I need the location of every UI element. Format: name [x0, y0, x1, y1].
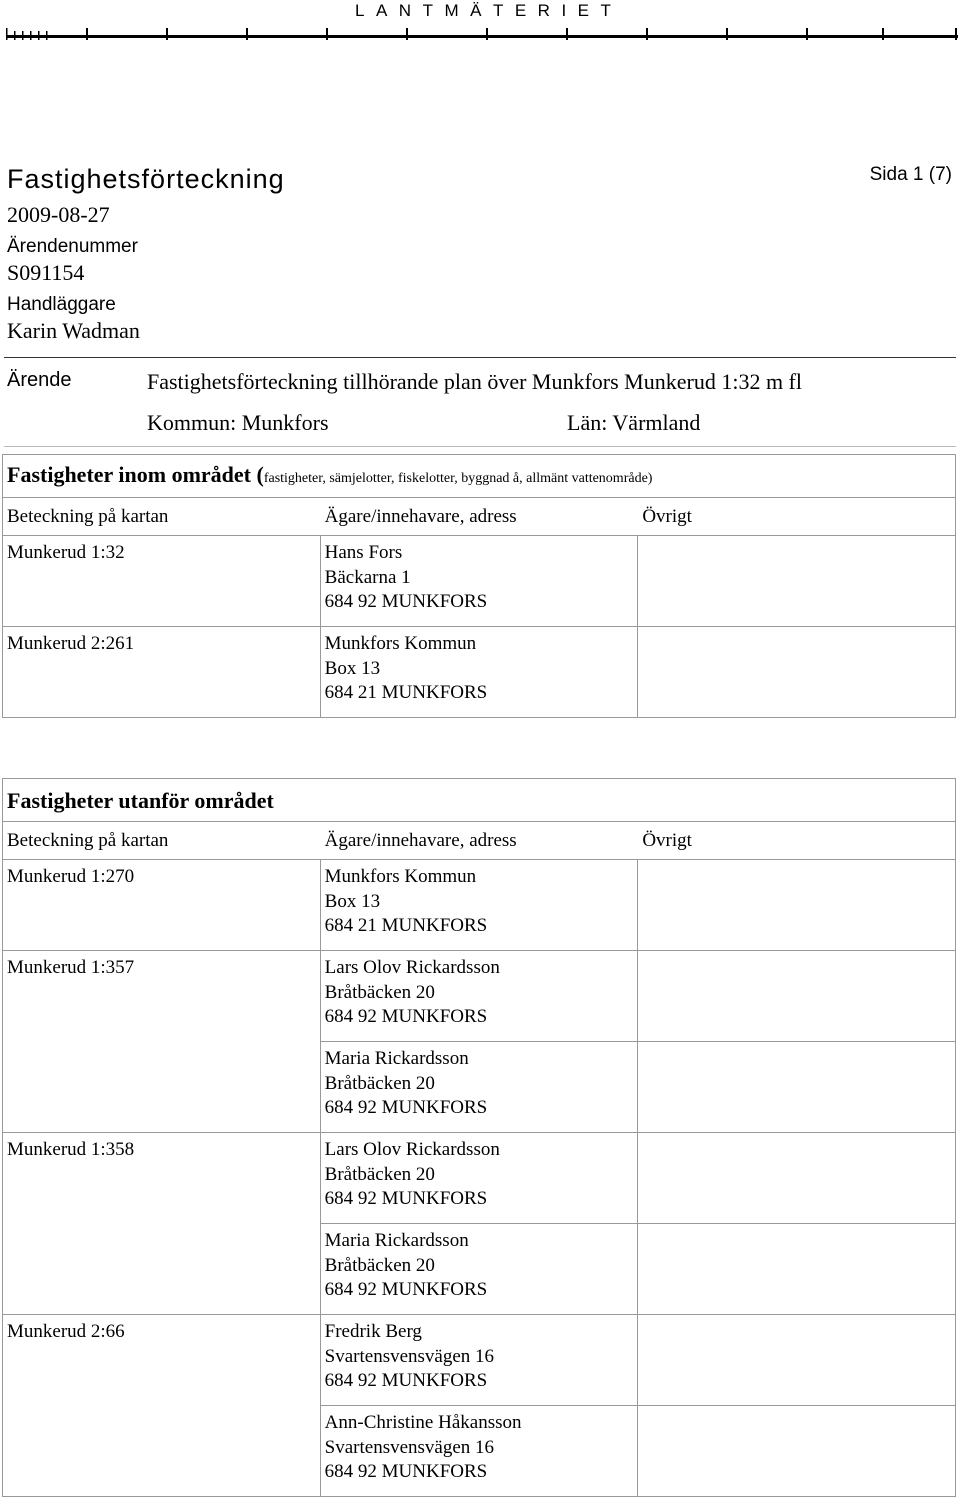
case-number-label: Ärendenummer	[7, 236, 138, 257]
header-ruler-graphic	[6, 26, 958, 42]
other-cell	[638, 627, 956, 718]
document-title: Fastighetsförteckning	[7, 164, 285, 194]
other-cell	[638, 1315, 956, 1406]
table-row	[3, 1315, 956, 1406]
section-title: Fastigheter inom området (fastigheter, sämjelotter, fiskelotter, byggnad å, allmänt vattenområde)	[3, 455, 956, 498]
county: Län: Värmland	[567, 410, 701, 435]
table-row	[3, 1406, 956, 1497]
owner-cell: Lars Olov Rickardsson Bråtbäcken 20 684 92 MUNKFORS	[320, 1133, 638, 1224]
section-title: Fastigheter utanför området	[3, 779, 956, 822]
other-cell	[638, 951, 956, 1042]
column-header-other: Övrigt	[638, 822, 956, 860]
brand-wordmark: LANTMÄTERIET	[355, 1, 623, 20]
designation	[3, 1224, 321, 1315]
divider	[4, 446, 956, 447]
owner-cell: Hans Fors Bäckarna 1 684 92 MUNKFORS	[320, 536, 638, 627]
designation: Munkerud 1:32	[3, 536, 321, 627]
other-cell	[638, 1133, 956, 1224]
designation	[3, 1042, 321, 1133]
designation: Munkerud 2:66	[3, 1315, 321, 1406]
other-cell	[638, 1406, 956, 1497]
subject-label: Ärende	[7, 369, 72, 391]
owner-cell: Maria Rickardsson Bråtbäcken 20 684 92 MUNKFORS	[320, 1224, 638, 1315]
divider	[4, 357, 956, 358]
designation: Munkerud 1:270	[3, 860, 321, 951]
owner-cell: Maria Rickardsson Bråtbäcken 20 684 92 MUNKFORS	[320, 1042, 638, 1133]
table-row	[3, 1042, 956, 1133]
table-row	[3, 627, 956, 718]
case-number: S091154	[7, 260, 85, 285]
owner-cell: Munkfors Kommun Box 13 684 21 MUNKFORS	[320, 860, 638, 951]
designation: Munkerud 1:358	[3, 1133, 321, 1224]
column-header-designation: Beteckning på kartan	[3, 498, 321, 536]
municipality: Kommun: Munkfors	[147, 410, 329, 435]
properties-inside-table	[2, 454, 956, 718]
designation: Munkerud 2:261	[3, 627, 321, 718]
other-cell	[638, 860, 956, 951]
owner-cell: Fredrik Berg Svartensvensvägen 16 684 92 MUNKFORS	[320, 1315, 638, 1406]
owner-cell: Lars Olov Rickardsson Bråtbäcken 20 684 92 MUNKFORS	[320, 951, 638, 1042]
officer-name: Karin Wadman	[7, 318, 140, 343]
table-row	[3, 1224, 956, 1315]
column-header-owner: Ägare/innehavare, adress	[320, 822, 638, 860]
table-row	[3, 951, 956, 1042]
column-header-designation: Beteckning på kartan	[3, 822, 321, 860]
other-cell	[638, 1042, 956, 1133]
designation: Munkerud 1:357	[3, 951, 321, 1042]
table-row	[3, 1133, 956, 1224]
table-row	[3, 536, 956, 627]
other-cell	[638, 1224, 956, 1315]
document-date: 2009-08-27	[7, 202, 110, 227]
subject-text: Fastighetsförteckning tillhörande plan över Munkfors Munkerud 1:32 m fl	[147, 369, 802, 394]
officer-label: Handläggare	[7, 294, 116, 315]
column-header-owner: Ägare/innehavare, adress	[320, 498, 638, 536]
column-header-other: Övrigt	[638, 498, 956, 536]
page-indicator: Sida 1 (7)	[869, 164, 952, 185]
owner-cell: Ann-Christine Håkansson Svartensvensvägen 16 684 92 MUNKFORS	[320, 1406, 638, 1497]
other-cell	[638, 536, 956, 627]
table-row	[3, 860, 956, 951]
designation	[3, 1406, 321, 1497]
owner-cell: Munkfors Kommun Box 13 684 21 MUNKFORS	[320, 627, 638, 718]
properties-outside-table	[2, 778, 956, 1497]
